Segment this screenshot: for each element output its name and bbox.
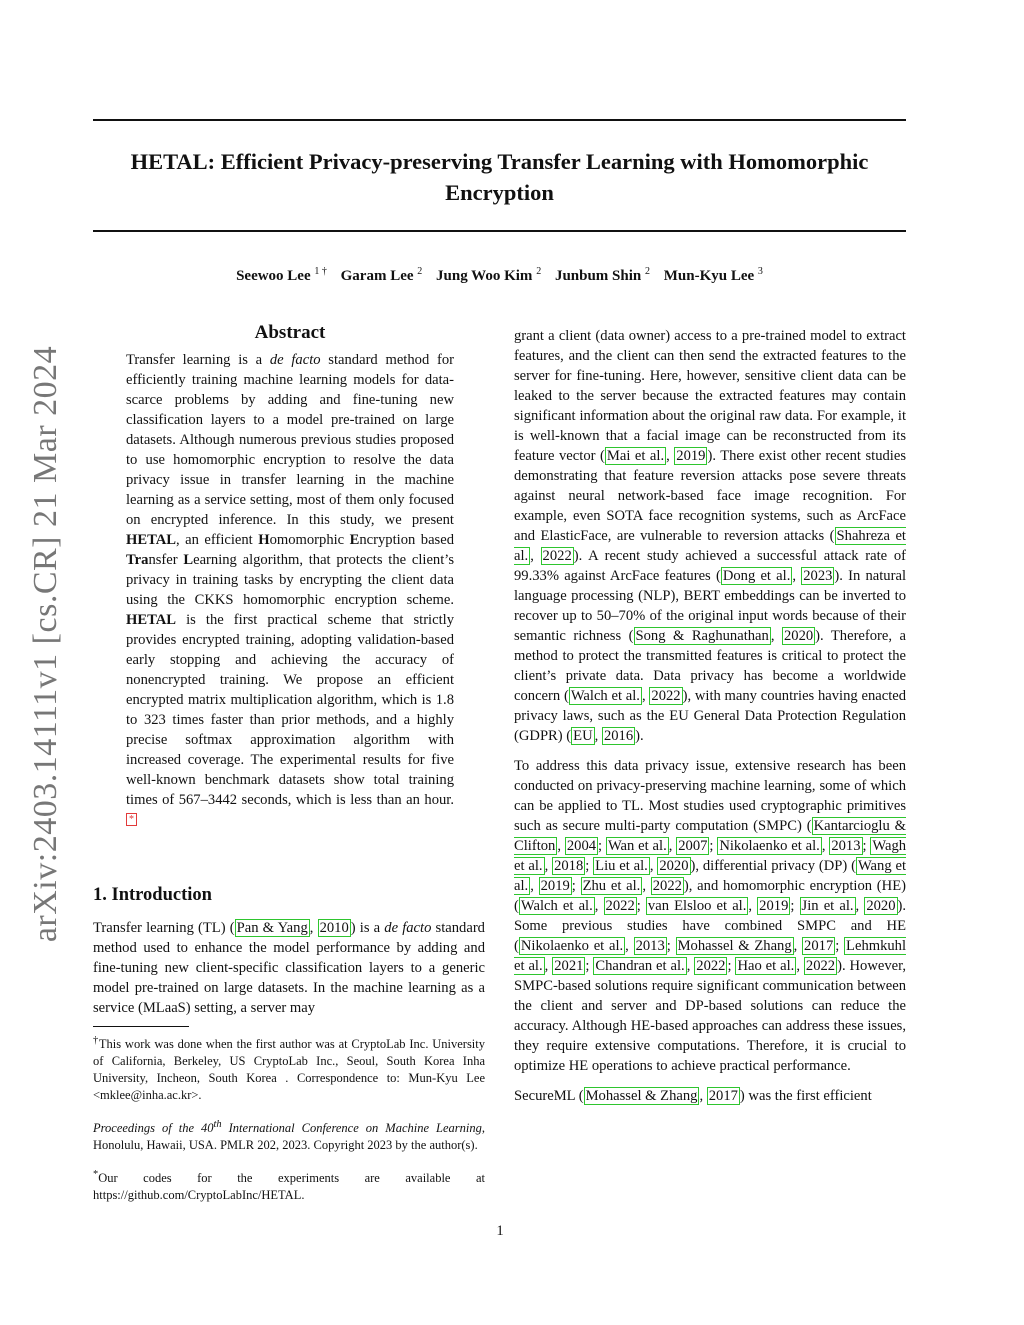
abstract-body: Transfer learning is a de facto standard method for efficiently training machine learning models for data-scarce problems by adding and fine-tuning new classification layers to a model pre-trained on large datasets. Although numerous previous studies proposed to use homomorphic encryption to resolve the data privacy issue in transfer learning in the machine learning as a service setting, most of them only focused on encrypted inference. In this study, we present HETAL, an efficient Homomorphic Encryption based Transfer Learning algorithm, that protects the client’s privacy in training tasks by encrypting the client data using the CKKS homomorphic encryption scheme. HETAL is the first practical scheme that strictly provides encrypted training, adopting validation-based early stopping and achieving the accuracy of nonencrypted training. We propose an efficient encrypted matrix multiplication algorithm, which is 1.8 to 323 times faster than prior methods, and a highly precise softmax approximation algorithm with increased coverage. The experimental results for five well-known benchmark datasets show total training times of 567–3442 seconds, which is less than an hour. * — [126, 352, 455, 825]
footnote-affiliations: †This work was done when the first author was at CryptoLab Inc. University of California, Berkeley, US CryptoLab Inc., Seoul, South Korea Inha University, Incheon, South Korea . Correspondence to: Mun-Kyu Lee <mklee@inha.ac.kr>. — [93, 1035, 486, 1103]
citation-link[interactable]: Dong et al. — [722, 568, 791, 584]
author: Jung Woo Kim $^2$ — [436, 266, 542, 284]
citation-link[interactable]: Jin et al. — [801, 898, 854, 914]
author: Mun-Kyu Lee $^3$ — [663, 266, 763, 284]
citation-link[interactable]: 2018 — [554, 858, 584, 874]
author-list — [93, 266, 906, 285]
proceedings-note: Proceedings of the 40th International Conference on Machine Learning, Honolulu, Hawaii, USA. PMLR 202, 2023. Copyright 2023 by the author(s). — [93, 1119, 485, 1153]
citation-link[interactable]: Mohassel & Zhang — [677, 938, 792, 954]
citation-link[interactable]: 2022 — [605, 898, 635, 914]
citation-link[interactable]: 2022 — [542, 548, 572, 564]
citation-link[interactable]: Song & Raghunathan — [635, 628, 769, 644]
citation-link[interactable]: Nikolaenko et al. — [719, 838, 820, 854]
citation-link[interactable]: 2019 — [759, 898, 789, 914]
intro-paragraph: Transfer learning (TL) ( Pan & Yang , 2010 ) is a de facto standard method used to enhance the model performance by adding and fine-tuning new client-specific classification layers to a generic model pre-trained on large datasets. In the machine learning as a service (MLaaS) setting, a server may — [93, 920, 485, 1016]
title-rule-bottom — [93, 230, 906, 232]
citation-link[interactable]: Chandran et al. — [595, 958, 685, 974]
citation-link[interactable]: Liu et al. — [595, 858, 648, 874]
citation-link[interactable]: Wang et al. — [514, 858, 907, 894]
footnote-rule — [93, 1026, 189, 1027]
citation-link[interactable]: 2020 — [866, 898, 896, 914]
citation-link[interactable]: Lehmkuhl et al. — [514, 938, 907, 974]
paragraph: To address this data privacy issue, extensive research has been conducted on privacy-preserving machine learning, some of which can be applied to TL. Most studies used cryptographic primitives such as secure multi-party computation (SMPC) ( Kantarcioglu & Clifton , 2004 ; Wan et al. , 2007 ; Nikolaenko et al. , 2013 ; Wagh et al. , 2018 ; Liu et al. , 2020 ), differential privacy (DP) ( Wang et al. , 2019 ; Zhu et al. , 2022 ), and homomorphic encryption (HE) ( Walch et al. , 2022 ; van Elsloo et al. , 2019 ; Jin et al. , 2020 ). Some previous studies have combined SMPC and HE ( Nikolaenko et al. , 2013 ; Mohassel & Zhang , 2017 ; Lehmkuhl et al. , 2021 ; Chandran et al. , 2022 ; Hao et al. , 2022 ). However, SMPC-based solutions require significant communication between the client and server and DP-based solutions can reduce the accuracy. Although HE-based approaches can address these issues, they require extensive computations. Therefore, it is crucial to optimize HE operations to achieve practical performance. — [514, 758, 907, 1074]
citation-link[interactable]: Walch et al. — [570, 688, 640, 704]
citation-link[interactable]: 2013 — [831, 838, 861, 854]
footnote-code: *Our codes for the experiments are available at https://github.com/CryptoLabInc/HETAL. — [93, 1169, 485, 1203]
citation-link[interactable]: 2019 — [676, 448, 706, 464]
citation-link[interactable]: Mohassel & Zhang — [585, 1088, 698, 1104]
author: Junbum Shin $^2$ — [554, 266, 650, 284]
paper-title — [93, 146, 906, 208]
citation-link[interactable]: 2022 — [696, 958, 726, 974]
arxiv-id: arXiv:2403.14111v1 [cs.CR] 21 Mar 2024 — [27, 345, 64, 943]
citation-link[interactable]: Walch et al. — [520, 898, 593, 914]
title-rule-top — [93, 119, 906, 121]
author: Seewoo Lee $^{1 \dagger}$ — [236, 266, 327, 284]
citation-link[interactable]: Wagh et al. — [514, 838, 907, 874]
citation-link[interactable]: 2020 — [783, 628, 814, 644]
citation-link[interactable]: 2022 — [652, 878, 682, 894]
arxiv-watermark — [16, 338, 76, 950]
citation-link[interactable]: Shahreza et al. — [514, 528, 906, 564]
paragraph: SecureML ( Mohassel & Zhang , 2017 ) was the first efficient — [514, 1088, 872, 1104]
right-column — [514, 326, 906, 1116]
title-line-2: Encryption — [445, 180, 554, 205]
citation-link[interactable]: 2016 — [603, 728, 634, 744]
citation-link[interactable]: Zhu et al. — [582, 878, 641, 894]
citation-link[interactable]: Mai et al. — [606, 448, 665, 464]
citation-link[interactable]: 2022 — [805, 958, 836, 974]
citation-link[interactable]: Pan & Yang — [236, 920, 308, 936]
citation-link[interactable]: 2021 — [554, 958, 584, 974]
citation-link[interactable]: Nikolaenko et al. — [520, 938, 624, 954]
citation-link[interactable]: 2017 — [804, 938, 834, 954]
citation-link[interactable]: 2013 — [635, 938, 665, 954]
page-number: 1 — [496, 1223, 504, 1239]
title-line-1: HETAL: Efficient Privacy-preserving Transfer Learning with Homomorphic — [130, 149, 869, 174]
citation-link[interactable]: 2023 — [803, 568, 833, 584]
citation-link[interactable]: Wan et al. — [607, 838, 667, 854]
citation-link[interactable]: Hao et al. — [737, 958, 795, 974]
citation-link[interactable]: 2010 — [319, 920, 349, 936]
citation-link[interactable]: 2007 — [678, 838, 708, 854]
footnote-link[interactable]: * — [126, 813, 137, 826]
abstract-heading: Abstract — [254, 322, 326, 343]
citation-link[interactable]: Kantarcioglu & Clifton — [514, 818, 907, 854]
section-heading-introduction: 1. Introduction — [93, 885, 212, 905]
author: Garam Lee $^2$ — [340, 266, 423, 284]
citation-link[interactable]: van Elsloo et al. — [647, 898, 747, 914]
paragraph: grant a client (data owner) access to a pre-trained model to extract features, and the client can then send the extracted features to the server for fine-tuning. Here, however, sensitive client data can be leaked to the server because the extracted features may contain significant information about the original raw data. For example, it is well-known that a facial image can be reconstructed from its feature vector ( Mai et al. , 2019 ). There exist other recent studies demonstrating that feature reversion attacks pose severe threats against neural network-based face image recognition. For example, even SOTA face recognition systems, such as ArcFace and ElasticFace, are vulnerable to reversion attacks ( Shahreza et al. , 2022 ). A recent study achieved a successful attack rate of 99.33% against ArcFace features ( Dong et al. , 2023 ). In natural language processing (NLP), BERT embeddings can be inverted to recover up to 50–70% of the original input words because of their semantic richness ( Song & Raghunathan , 2020 ). Therefore, a method to protect the transmitted features is critical to protect the client’s private data. Data privacy has become a worldwide concern ( Walch et al. , 2022 ), with many countries having enacted privacy laws, such as the EU General Data Protection Regulation (GDPR) ( EU , 2016 ). — [514, 328, 907, 744]
citation-link[interactable]: 2020 — [659, 858, 689, 874]
citation-link[interactable]: 2017 — [708, 1088, 738, 1104]
citation-link[interactable]: EU — [573, 728, 593, 744]
citation-link[interactable]: 2019 — [540, 878, 570, 894]
citation-link[interactable]: 2004 — [566, 838, 597, 854]
citation-link[interactable]: 2022 — [651, 688, 681, 704]
